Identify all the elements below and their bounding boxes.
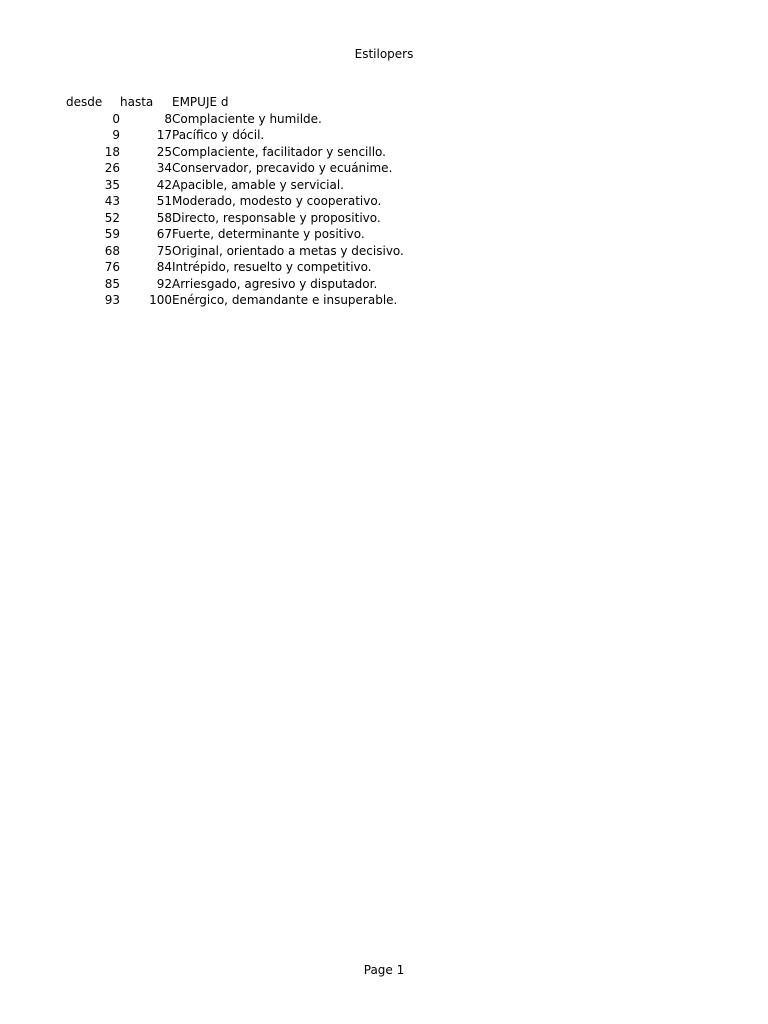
table-body	[66, 111, 404, 309]
column-header-hasta: hasta	[120, 95, 154, 109]
page-number: Page 1	[363, 963, 405, 977]
column-header-desde: desde	[66, 95, 103, 109]
table-row	[66, 144, 404, 161]
table-row	[66, 243, 404, 260]
table-header-row	[66, 94, 404, 111]
cell-hasta: 100	[149, 293, 172, 307]
cell-hasta: 75	[156, 243, 172, 258]
page-title: Estilopers	[354, 47, 414, 61]
cell-desde: 59	[104, 227, 120, 241]
cell-description: Original, orientado a metas y decisivo.	[172, 243, 404, 258]
cell-desde: 9	[112, 128, 120, 142]
cell-desde: 68	[104, 243, 120, 258]
cell-desde: 43	[104, 194, 120, 208]
cell-desde: 76	[104, 260, 120, 274]
cell-description: Directo, responsable y propositivo.	[172, 210, 381, 225]
range-table	[66, 94, 404, 309]
table-row	[66, 177, 404, 194]
cell-description: Complaciente, facilitador y sencillo.	[172, 144, 386, 159]
cell-description: Enérgico, demandante e insuperable.	[172, 293, 398, 307]
cell-hasta: 84	[156, 260, 172, 274]
cell-description: Arriesgado, agresivo y disputador.	[172, 276, 378, 291]
cell-desde: 26	[104, 161, 120, 175]
cell-description: Fuerte, determinante y positivo.	[172, 227, 365, 241]
cell-description: Moderado, modesto y cooperativo.	[172, 194, 382, 208]
table-row	[66, 160, 404, 177]
cell-desde: 0	[112, 111, 120, 126]
table-row	[66, 276, 404, 293]
cell-hasta: 34	[156, 161, 172, 175]
cell-desde: 52	[104, 210, 120, 225]
table-row	[66, 292, 404, 309]
cell-description: Apacible, amable y servicial.	[172, 177, 344, 192]
cell-desde: 18	[104, 144, 120, 159]
cell-hasta: 67	[156, 227, 172, 241]
cell-hasta: 42	[156, 177, 172, 192]
cell-desde: 93	[104, 293, 120, 307]
table-row	[66, 226, 404, 243]
table-row	[66, 193, 404, 210]
cell-hasta: 17	[156, 128, 172, 142]
cell-desde: 35	[104, 177, 120, 192]
table-row	[66, 111, 404, 128]
table-row	[66, 259, 404, 276]
column-header-empuje: EMPUJE d	[172, 95, 229, 109]
cell-desde: 85	[104, 276, 120, 291]
table-row	[66, 210, 404, 227]
cell-hasta: 58	[156, 210, 172, 225]
cell-description: Conservador, precavido y ecuánime.	[172, 161, 393, 175]
cell-hasta: 25	[156, 144, 172, 159]
cell-hasta: 92	[156, 276, 172, 291]
cell-hasta: 51	[156, 194, 172, 208]
cell-description: Intrépido, resuelto y competitivo.	[172, 260, 372, 274]
cell-hasta: 8	[164, 111, 172, 126]
cell-description: Complaciente y humilde.	[172, 111, 322, 126]
cell-description: Pacífico y dócil.	[172, 128, 265, 142]
table-row	[66, 127, 404, 144]
